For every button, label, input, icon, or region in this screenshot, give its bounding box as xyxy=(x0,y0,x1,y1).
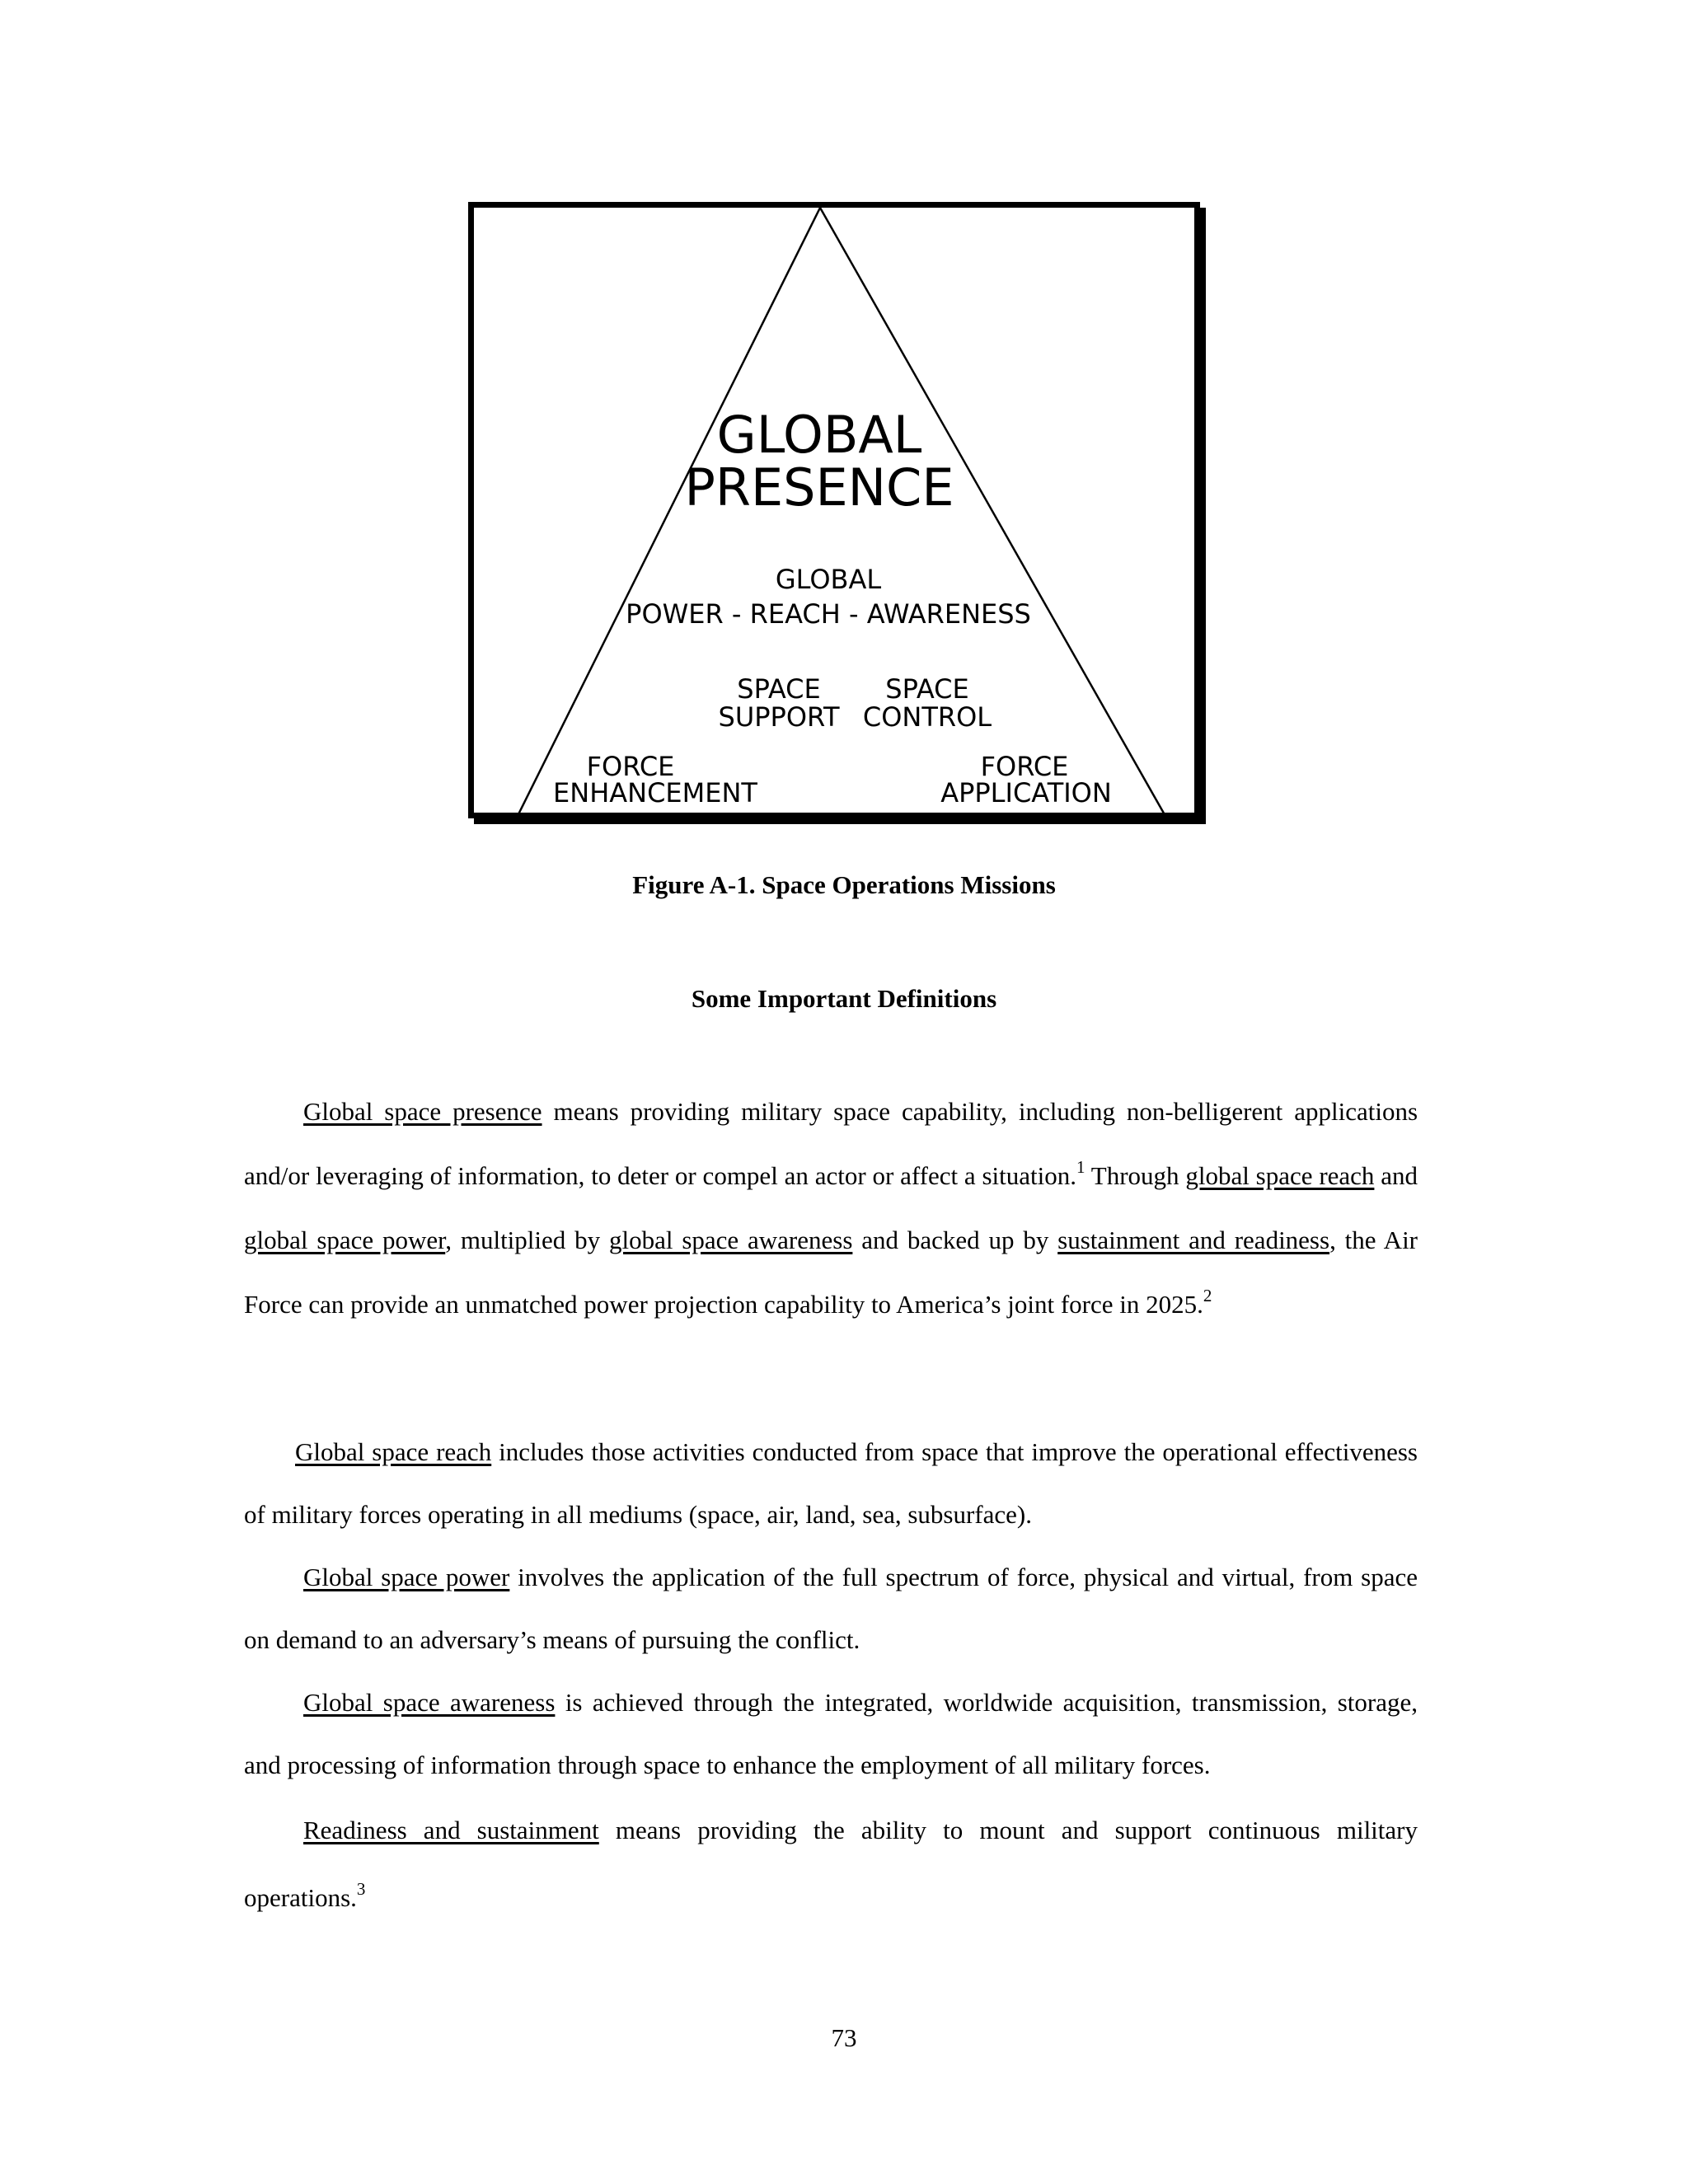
p5-text: means providing the ability to mount and support continuous military operations. xyxy=(244,1816,1418,1912)
force-application-line1: FORCE xyxy=(980,751,1069,782)
space-control-line2: CONTROL xyxy=(862,701,992,733)
paragraph-global-space-awareness xyxy=(244,1671,1418,1797)
space-control-line1: SPACE xyxy=(885,673,969,705)
p1-text2: Through xyxy=(1085,1161,1186,1190)
space-support-line2: SUPPORT xyxy=(718,701,840,733)
apex-title-line2: PRESENCE xyxy=(684,457,954,518)
force-application-line2: APPLICATION xyxy=(940,777,1112,808)
force-enhancement-label xyxy=(540,753,771,806)
space-support-line1: SPACE xyxy=(737,673,821,705)
figure-space-operations-missions xyxy=(468,202,1200,818)
section-heading: Some Important Definitions xyxy=(691,984,997,1013)
term-global-space-reach: global space reach xyxy=(1185,1161,1375,1190)
middle-label-line2: POWER - REACH - AWARENESS xyxy=(626,598,1031,630)
term-sustainment-and-readiness: sustainment and readiness xyxy=(1057,1226,1330,1254)
apex-title xyxy=(654,405,984,518)
apex-title-line1: GLOBAL xyxy=(716,405,922,465)
term-readiness-and-sustainment: Readiness and sustainment xyxy=(303,1816,599,1844)
p1-text1: means providing military space capability, including non-belligerent applications and/or leveraging of information, to deter or compel an actor or affect a situation. xyxy=(244,1097,1418,1190)
footnote-ref-1: 1 xyxy=(1076,1157,1085,1177)
term-global-space-power-def: Global space power xyxy=(303,1563,510,1591)
force-application-label xyxy=(931,753,1121,806)
term-global-space-power: global space power xyxy=(244,1226,446,1254)
paragraph-global-space-reach xyxy=(244,1421,1418,1546)
footnote-ref-2: 2 xyxy=(1203,1286,1212,1305)
p1-text4: , multiplied by xyxy=(445,1226,609,1254)
footnote-ref-3: 3 xyxy=(356,1879,366,1899)
term-global-space-reach-def: Global space reach xyxy=(295,1437,492,1466)
p1-text3: and xyxy=(1374,1161,1418,1190)
p4-text: is achieved through the integrated, worldwide acquisition, transmission, storage, and processing of information through space to enhance the employment of all military forces. xyxy=(244,1688,1418,1779)
p3-text: involves the application of the full spectrum of force, physical and virtual, from space on demand to an adversary’s means of pursuing the conflict. xyxy=(244,1563,1418,1654)
force-enhancement-line2: ENHANCEMENT xyxy=(553,777,757,808)
p1-text6: , the Air Force can provide an unmatched power projection capability to America’s joint force in 2025. xyxy=(244,1226,1418,1319)
force-enhancement-line1: FORCE xyxy=(586,751,675,782)
term-global-space-awareness: global space awareness xyxy=(608,1226,853,1254)
space-support-label xyxy=(696,673,861,733)
p2-text: includes those activities conducted from space that improve the operational effectiveness of military forces operating in all mediums (space, air, land, sea, subsurface). xyxy=(244,1437,1418,1529)
paragraph-readiness-and-sustainment xyxy=(244,1797,1418,1932)
term-global-space-presence: Global space presence xyxy=(303,1097,542,1126)
paragraph-global-space-power xyxy=(244,1546,1418,1671)
middle-label xyxy=(606,564,1051,630)
p1-text5: and backed up by xyxy=(852,1226,1058,1254)
page-number: 73 xyxy=(831,2023,857,2052)
paragraph-global-space-presence xyxy=(244,1080,1418,1337)
term-global-space-awareness-def: Global space awareness xyxy=(303,1688,556,1717)
middle-label-line1: GLOBAL xyxy=(775,564,882,595)
space-control-label xyxy=(845,673,1010,733)
figure-caption: Figure A-1. Space Operations Missions xyxy=(632,870,1056,899)
